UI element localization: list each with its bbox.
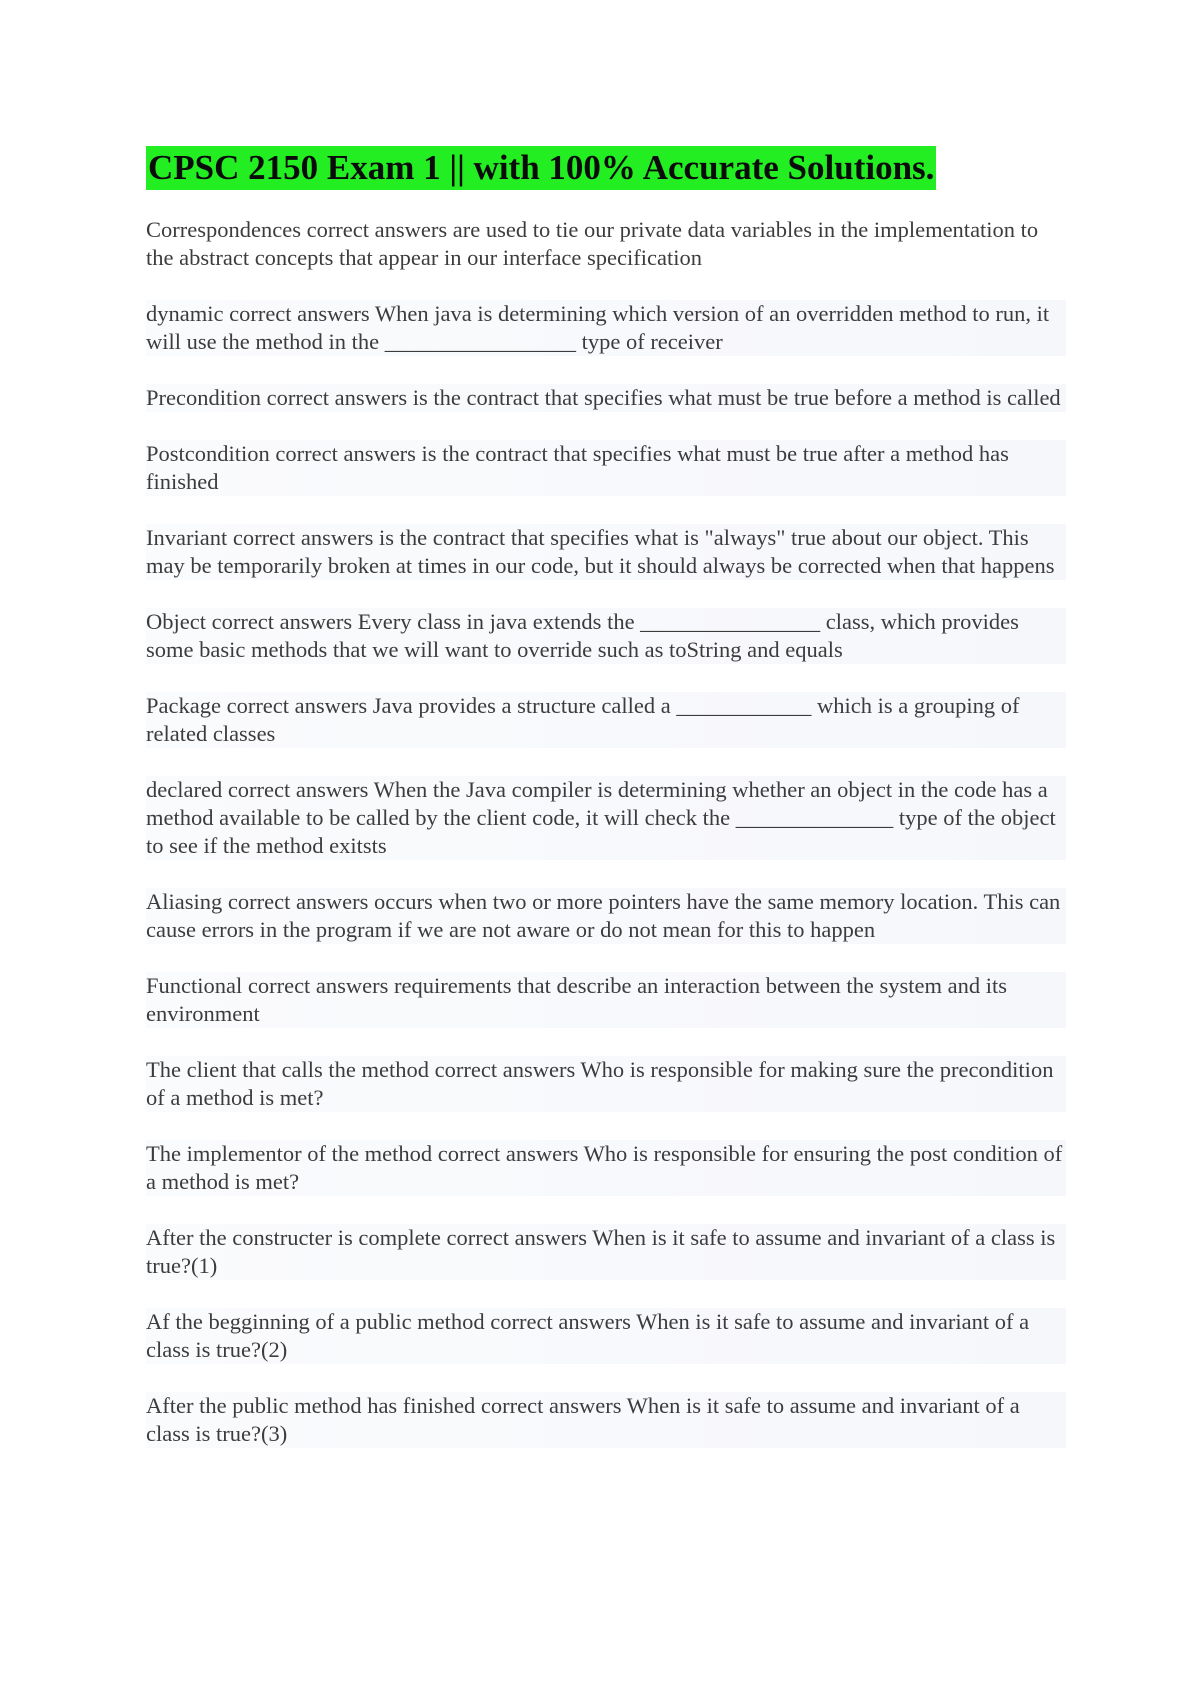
qa-entry-invariant-1: After the constructer is complete correct answers When is it safe to assume and invariant of a class is true?(1) <box>146 1224 1066 1280</box>
qa-entry-declared: declared correct answers When the Java compiler is determining whether an object in the code has a method available to be called by the client code, it will check the ______________ type of the object to see if the method exitsts <box>146 776 1066 860</box>
qa-entry-object: Object correct answers Every class in java extends the ________________ class, which provides some basic methods that we will want to override such as toString and equals <box>146 608 1066 664</box>
document-content <box>146 146 1066 1476</box>
qa-entry-aliasing: Aliasing correct answers occurs when two or more pointers have the same memory location. This can cause errors in the program if we are not aware or do not mean for this to happen <box>146 888 1066 944</box>
qa-entry-invariant-3: After the public method has finished correct answers When is it safe to assume and invariant of a class is true?(3) <box>146 1392 1066 1448</box>
qa-entry-client-precondition: The client that calls the method correct answers Who is responsible for making sure the precondition of a method is met? <box>146 1056 1066 1112</box>
qa-entry-invariant: Invariant correct answers is the contract that specifies what is "always" true about our object. This may be temporarily broken at times in our code, but it should always be corrected when that happens <box>146 524 1066 580</box>
document-title: CPSC 2150 Exam 1 || with 100% Accurate Solutions. <box>146 146 936 190</box>
qa-entry-postcondition: Postcondition correct answers is the contract that specifies what must be true after a method has finished <box>146 440 1066 496</box>
qa-entry-precondition: Precondition correct answers is the contract that specifies what must be true before a method is called <box>146 384 1066 412</box>
qa-entry-functional: Functional correct answers requirements that describe an interaction between the system and its environment <box>146 972 1066 1028</box>
qa-entry-dynamic: dynamic correct answers When java is determining which version of an overridden method to run, it will use the method in the _________________ type of receiver <box>146 300 1066 356</box>
qa-entry-implementor-postcondition: The implementor of the method correct answers Who is responsible for ensuring the post condition of a method is met? <box>146 1140 1066 1196</box>
qa-entry-invariant-2: Af the begginning of a public method correct answers When is it safe to assume and invariant of a class is true?(2) <box>146 1308 1066 1364</box>
qa-entry-correspondences: Correspondences correct answers are used to tie our private data variables in the implementation to the abstract concepts that appear in our interface specification <box>146 217 1039 270</box>
qa-entry-package: Package correct answers Java provides a structure called a ____________ which is a grouping of related classes <box>146 692 1066 748</box>
